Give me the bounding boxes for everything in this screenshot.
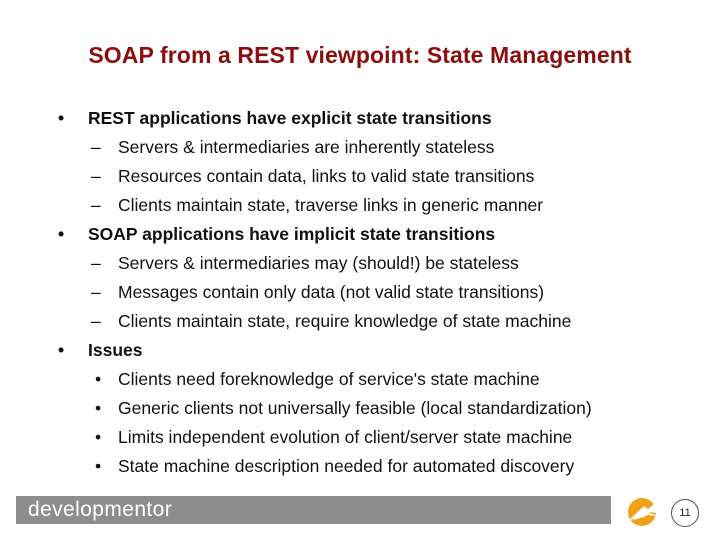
sub-bullet-text: Servers & intermediaries are inherently stateless [118, 137, 495, 157]
dash-marker: – [91, 282, 101, 302]
bullet-text: SOAP applications have implicit state transitions [88, 224, 496, 244]
bullet-issues [58, 336, 708, 365]
sub-bullet [58, 278, 708, 307]
dash-marker: – [91, 253, 101, 273]
sub-bullet [58, 423, 708, 452]
bullet-rest [58, 104, 708, 133]
sub-bullet-text: State machine description needed for automated discovery [118, 456, 575, 476]
sub-bullet [58, 162, 708, 191]
sub-bullet [58, 307, 708, 336]
sub-bullet [58, 394, 708, 423]
sub-bullet [58, 191, 708, 220]
bullet-marker: • [58, 224, 65, 244]
dash-marker: – [91, 166, 101, 186]
developmentor-logo-icon [624, 497, 664, 527]
dash-marker: – [91, 311, 101, 331]
bullet-text: Issues [88, 340, 143, 360]
dot-marker: • [95, 369, 102, 389]
sub-bullet [58, 365, 708, 394]
dot-marker: • [95, 398, 102, 418]
sub-bullet-text: Limits independent evolution of client/server state machine [118, 427, 573, 447]
sub-bullet-text: Messages contain only data (not valid state transitions) [118, 282, 545, 302]
bullet-marker: • [58, 340, 65, 360]
sub-bullet-text: Clients need foreknowledge of service's state machine [118, 369, 540, 389]
sub-bullet-text: Servers & intermediaries may (should!) be stateless [118, 253, 519, 273]
slide-title: SOAP from a REST viewpoint: State Management [88, 42, 632, 68]
sub-bullet [58, 133, 708, 162]
dot-marker: • [95, 427, 102, 447]
sub-bullet-text: Generic clients not universally feasible (local standardization) [118, 398, 592, 418]
dash-marker: – [91, 195, 101, 215]
brand-wordmark: developmentor [28, 498, 173, 521]
sub-bullet [58, 452, 708, 481]
footer-bar [16, 496, 611, 524]
slide-content [58, 104, 708, 481]
bullet-marker: • [58, 108, 65, 128]
bullet-text: REST applications have explicit state transitions [88, 108, 492, 128]
sub-bullet-text: Clients maintain state, traverse links in generic manner [118, 195, 544, 215]
bullet-soap [58, 220, 708, 249]
sub-bullet-text: Clients maintain state, require knowledge of state machine [118, 311, 572, 331]
sub-bullet [58, 249, 708, 278]
dot-marker: • [95, 456, 102, 476]
dash-marker: – [91, 137, 101, 157]
sub-bullet-text: Resources contain data, links to valid state transitions [118, 166, 535, 186]
page-number: 11 [671, 499, 699, 527]
